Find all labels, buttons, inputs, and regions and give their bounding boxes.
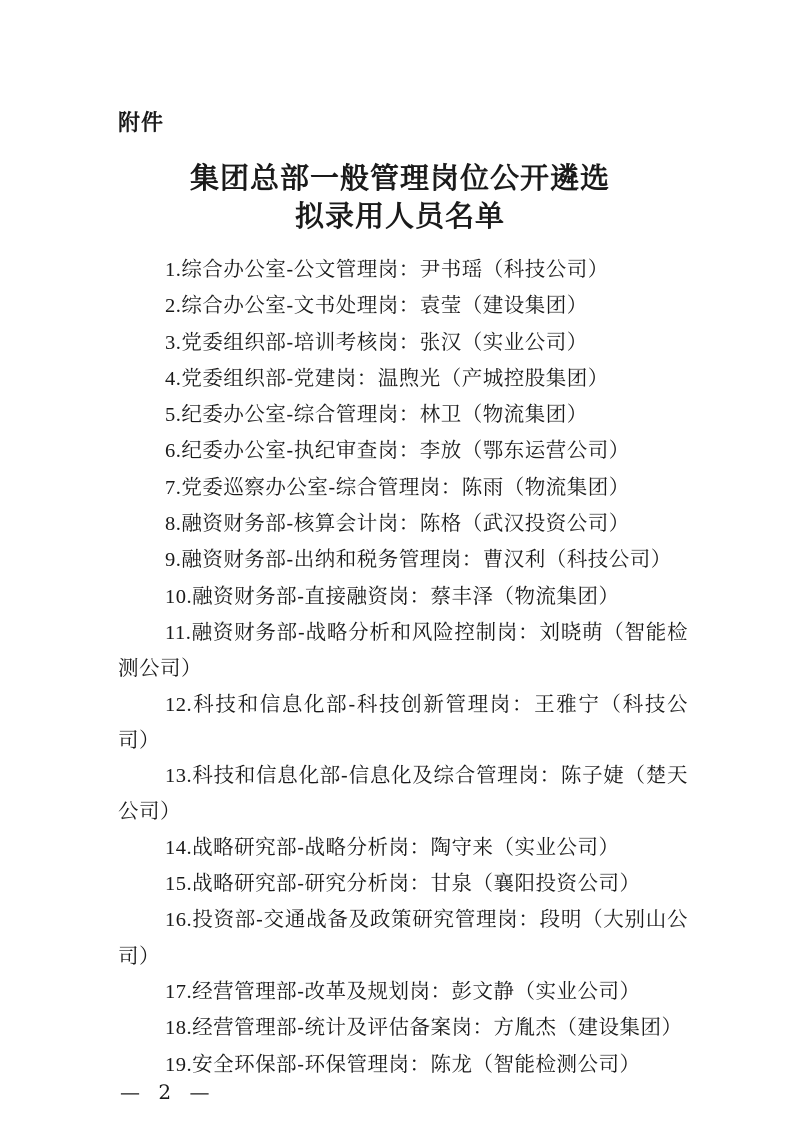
- item-number: 1.: [165, 259, 182, 281]
- item-text: 融资财务部-战略分析和风险控制岗：刘晓萌（智能检测公司）: [118, 619, 688, 681]
- item-text: 党委巡察办公室-综合管理岗：陈雨（物流集团）: [181, 474, 630, 499]
- list-item: [118, 579, 688, 615]
- item-number: 6.: [165, 440, 182, 463]
- item-text: 经营管理部-改革及规划岗：彭文静（实业公司）: [192, 978, 641, 1003]
- list-item: [118, 361, 688, 397]
- list-item: [118, 687, 688, 759]
- item-number: 2.: [165, 295, 182, 318]
- item-number: 9.: [165, 549, 182, 572]
- item-text: 科技和信息化部-信息化及综合管理岗：陈子婕（楚天公司）: [118, 763, 688, 824]
- item-number: 18.: [165, 1017, 193, 1040]
- item-number: 4.: [165, 367, 182, 390]
- list-item: [118, 433, 688, 469]
- item-number: 14.: [165, 836, 193, 859]
- item-text: 综合办公室-公文管理岗：尹书瑶（科技公司）: [181, 257, 609, 281]
- item-text: 战略研究部-研究分析岗：甘泉（襄阳投资公司）: [192, 871, 641, 896]
- item-text: 党委组织部-培训考核岗：张汉（实业公司）: [181, 329, 588, 354]
- item-number: 3.: [165, 331, 182, 354]
- item-text: 投资部-交通战备及政策研究管理岗：段明（大别山公司）: [118, 907, 688, 968]
- item-number: 11.: [165, 621, 192, 644]
- item-text: 党委组织部-党建岗：温煦光（产城控股集团）: [181, 365, 609, 390]
- page-number: — 2 —: [120, 1080, 216, 1104]
- item-number: 5.: [165, 404, 182, 427]
- list-item: [118, 252, 688, 288]
- list-item: [118, 542, 688, 578]
- item-number: 13.: [165, 765, 193, 788]
- list-item: [118, 902, 688, 974]
- item-number: 17.: [165, 980, 193, 1003]
- item-text: 战略研究部-战略分析岗：陶守来（实业公司）: [192, 834, 620, 859]
- list-item: [118, 830, 688, 866]
- item-text: 融资财务部-出纳和税务管理岗：曹汉利（科技公司）: [181, 547, 672, 572]
- item-text: 综合办公室-文书处理岗：袁莹（建设集团）: [181, 293, 588, 318]
- list-item: [118, 758, 688, 830]
- list-item: [118, 1010, 688, 1046]
- list-item: [118, 1047, 688, 1083]
- attachment-label: 附件: [118, 111, 165, 136]
- item-number: 19.: [165, 1053, 193, 1076]
- list-item: [118, 506, 688, 542]
- item-number: 10.: [165, 585, 193, 608]
- item-text: 融资财务部-核算会计岗：陈格（武汉投资公司）: [181, 511, 630, 536]
- item-text: 纪委办公室-综合管理岗：林卫（物流集团）: [181, 402, 588, 427]
- list-item: [118, 974, 688, 1010]
- item-text: 科技和信息化部-科技创新管理岗：王雅宁（科技公司）: [118, 691, 688, 752]
- item-number: 16.: [165, 909, 193, 932]
- list-item: [118, 615, 688, 687]
- item-text: 融资财务部-直接融资岗：蔡丰泽（物流集团）: [192, 583, 620, 608]
- list-item: [118, 325, 688, 361]
- item-number: 15.: [165, 873, 193, 896]
- list-item: [118, 866, 688, 902]
- item-number: 8.: [165, 513, 182, 536]
- item-number: 12.: [165, 693, 193, 716]
- document-title-line2: 拟录用人员名单: [294, 199, 505, 233]
- list-item: [118, 288, 688, 324]
- list-item: [118, 470, 688, 506]
- item-text: 安全环保部-环保管理岗：陈龙（智能检测公司）: [192, 1051, 641, 1076]
- candidate-list: [118, 252, 688, 1083]
- item-text: 经营管理部-统计及评估备案岗：方胤杰（建设集团）: [192, 1015, 683, 1040]
- item-number: 7.: [165, 476, 182, 499]
- list-item: [118, 397, 688, 433]
- document-title-line1: 集团总部一般管理岗位公开遴选: [189, 161, 610, 195]
- item-text: 纪委办公室-执纪审查岗：李放（鄂东运营公司）: [181, 438, 630, 463]
